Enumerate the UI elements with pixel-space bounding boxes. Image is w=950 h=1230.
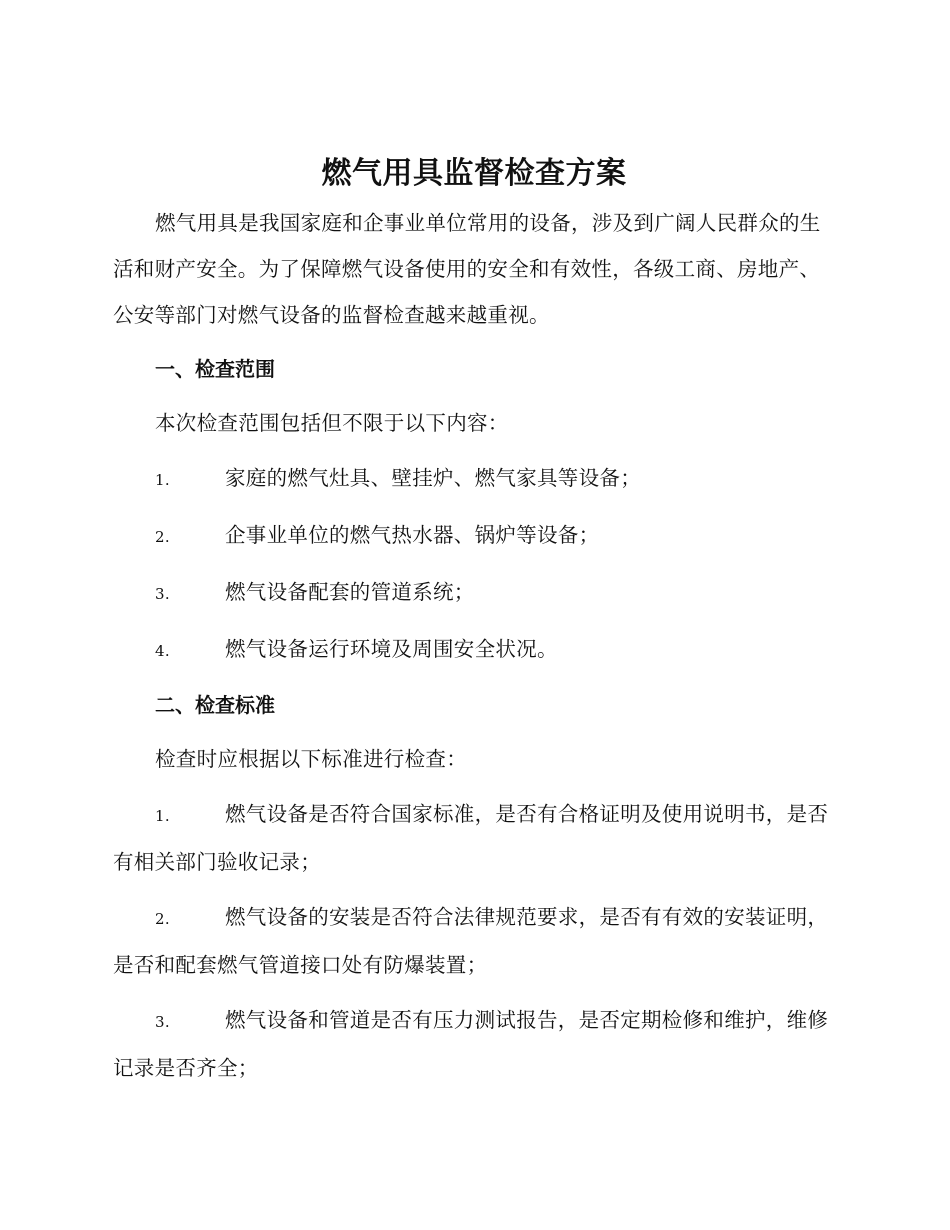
section-scope bbox=[113, 346, 835, 674]
list-item bbox=[113, 569, 835, 617]
section-lead: 检查时应根据以下标准进行检查： bbox=[155, 747, 467, 771]
list-text: 燃气设备是否符合国家标准，是否有合格证明及使用说明书，是否有相关部门验收记录； bbox=[113, 802, 829, 874]
section-heading: 二、检查标准 bbox=[155, 693, 275, 717]
list-item bbox=[113, 626, 835, 674]
list-item bbox=[113, 791, 835, 885]
list-text: 燃气设备配套的管道系统； bbox=[225, 580, 475, 604]
section-lead: 本次检查范围包括但不限于以下内容： bbox=[155, 411, 509, 435]
intro-paragraph: 燃气用具是我国家庭和企事业单位常用的设备，涉及到广阔人民群众的生活和财产安全。为了保障燃气设备使用的安全和有效性，各级工商、房地产、公安等部门对燃气设备的监督检查越来越重视。 bbox=[113, 211, 821, 327]
list-text: 燃气设备的安装是否符合法律规范要求，是否有有效的安装证明，是否和配套燃气管道接口处有防爆装置； bbox=[113, 905, 829, 977]
list-number: 3. bbox=[155, 585, 170, 603]
list-number: 2. bbox=[155, 528, 170, 546]
list-item bbox=[113, 997, 835, 1091]
list-item bbox=[113, 455, 835, 503]
section-heading: 一、检查范围 bbox=[155, 357, 275, 381]
list-text: 燃气设备和管道是否有压力测试报告，是否定期检修和维护，维修记录是否齐全； bbox=[113, 1008, 829, 1080]
list-item bbox=[113, 512, 835, 560]
section-standards bbox=[113, 682, 835, 1091]
list-number: 2. bbox=[155, 910, 170, 928]
document-page bbox=[113, 148, 835, 1091]
list-item bbox=[113, 894, 835, 988]
list-text: 家庭的燃气灶具、壁挂炉、燃气家具等设备； bbox=[225, 466, 641, 490]
list-number: 1. bbox=[155, 807, 170, 825]
list-number: 4. bbox=[155, 642, 170, 660]
list-number: 3. bbox=[155, 1013, 170, 1031]
list-text: 企事业单位的燃气热水器、锅炉等设备； bbox=[225, 523, 600, 547]
list-text: 燃气设备运行环境及周围安全状况。 bbox=[225, 637, 558, 661]
list-number: 1. bbox=[155, 471, 170, 489]
document-title: 燃气用具监督检查方案 bbox=[321, 156, 627, 191]
